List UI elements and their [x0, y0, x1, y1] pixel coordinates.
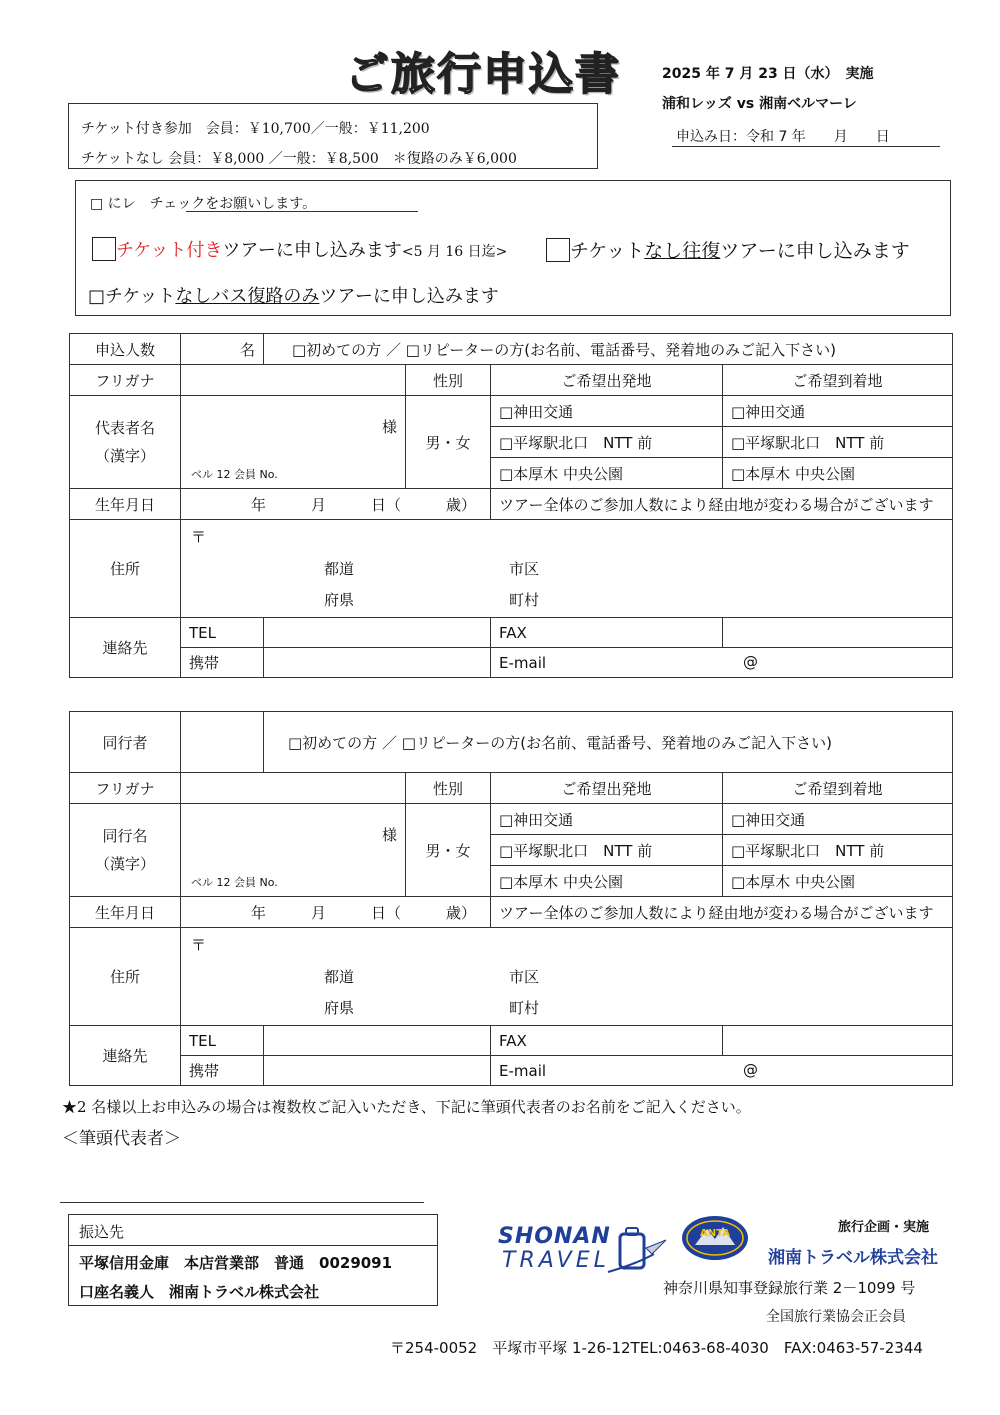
mobile-label: 携帯 [181, 648, 264, 678]
depart-header: ご希望出発地 [491, 365, 723, 396]
match-name: 浦和レッズ vs 湘南ベルマーレ [662, 96, 857, 112]
member-no-label: ベル 12 会員 No. [191, 468, 278, 481]
contact-label: 連絡先 [70, 618, 181, 678]
price-line-ticket: チケット付き参加 会員：￥10,700／一般：￥11,200 [81, 121, 430, 137]
tel-input[interactable] [264, 618, 491, 648]
option-return-only[interactable] [88, 282, 499, 308]
companion-depart-option-honatsugi[interactable]: □本厚木 中央公園 [491, 866, 723, 897]
companion-email-input[interactable] [491, 1056, 953, 1086]
companion-depart-option-kanda[interactable]: □神田交通 [491, 804, 723, 835]
option-noticket-label-a: チケット [570, 240, 645, 262]
depart-option-honatsugi[interactable]: □本厚木 中央公園 [491, 458, 723, 489]
companion-count-field[interactable] [181, 712, 264, 773]
option-return-label-b: ツアーに申し込みます [319, 286, 499, 307]
companion-repeat-note[interactable]: □初めての方 ／ □リピーターの方(お名前、電話番号、発着地のみご記入下さい) [264, 712, 953, 773]
companion-mobile-label: 携帯 [181, 1056, 264, 1086]
companion-name-input[interactable] [181, 804, 406, 897]
companion-name-label-2: （漢字） [94, 855, 155, 873]
application-date[interactable]: 申込み日：令和 7 年 月 日 [676, 129, 890, 145]
email-at: @ [743, 653, 758, 671]
companion-birth-label: 生年月日 [70, 897, 181, 928]
companion-tel-label: TEL [181, 1026, 264, 1056]
companion-name-label-1: 同行名 [102, 827, 148, 845]
companion-arrive-option-honatsugi[interactable]: □本厚木 中央公園 [723, 866, 953, 897]
route-note: ツアー全体のご参加人数により経由地が変わる場合がございます [491, 489, 953, 520]
mobile-input[interactable] [264, 648, 491, 678]
bank-divider [69, 1245, 437, 1246]
multi-applicant-note: ★2 名様以上お申込みの場合は複数枚ご記入いただき、下記に筆頭代表者のお名前をご記入ください。 [62, 1098, 751, 1116]
company-license: 神奈川県知事登録旅行業 2－1099 号 [663, 1279, 916, 1297]
companion-birth-input[interactable]: 年 月 日（ 歳） [181, 897, 491, 928]
company-association: 全国旅行業協会正会員 [766, 1309, 906, 1325]
bank-transfer-box [68, 1214, 438, 1306]
option-noticket-checkbox[interactable] [546, 238, 570, 262]
companion-member-no-label: ベル 12 会員 No. [191, 876, 278, 889]
companion-address-input[interactable] [181, 928, 953, 1026]
depart-option-kanda[interactable]: □神田交通 [491, 396, 723, 427]
rep-name-label-1: 代表者名 [94, 419, 155, 437]
fax-input[interactable] [723, 618, 953, 648]
depart-option-hiratsuka[interactable]: □平塚駅北口 NTT 前 [491, 427, 723, 458]
companion-table [69, 711, 953, 1086]
address-input[interactable] [181, 520, 953, 618]
companion-sama-label: 様 [381, 826, 397, 844]
arrive-header: ご希望到着地 [723, 365, 953, 396]
companion-name-label [70, 804, 181, 897]
companion-fax-label-text: FAX [499, 1031, 527, 1050]
companion-arrive-option-hiratsuka[interactable]: □平塚駅北口 NTT 前 [723, 835, 953, 866]
application-date-underline [672, 146, 940, 147]
arrive-option-kanda[interactable]: □神田交通 [723, 396, 953, 427]
bank-title: 振込先 [79, 1223, 125, 1241]
fax-label-text: FAX [499, 623, 527, 642]
option-return-label-underlined: なしバス復路のみ [175, 286, 320, 307]
companion-email-at: @ [743, 1061, 758, 1079]
check-instruction: □ にレ チェックをお願いします。 [90, 196, 317, 212]
companion-arrive-header: ご希望到着地 [723, 773, 953, 804]
companion-contact-label: 連絡先 [70, 1026, 181, 1086]
option-ticket-label: ツアーに申し込みます [222, 240, 402, 261]
tour-choice-box [75, 180, 951, 316]
furigana-input[interactable] [181, 365, 406, 396]
companion-furigana-input[interactable] [181, 773, 406, 804]
option-return-label-a: □チケット [88, 286, 176, 307]
postal-mark: 〒 [191, 528, 207, 546]
companion-city-label-2: 町村 [509, 999, 540, 1017]
rep-name-label [70, 396, 181, 489]
option-ticket-label-red: チケット付き [116, 240, 223, 261]
companion-gender-select[interactable]: 男・女 [406, 804, 491, 897]
birth-input[interactable]: 年 月 日（ 歳） [181, 489, 491, 520]
companion-email-label: E-mail [499, 1062, 547, 1080]
companion-label: 同行者 [70, 712, 181, 773]
gender-label: 性別 [406, 365, 491, 396]
companion-tel-input[interactable] [264, 1026, 491, 1056]
fax-label [491, 618, 723, 648]
option-ticket-checkbox[interactable] [92, 237, 116, 261]
company-name: 湘南トラベル株式会社 [768, 1248, 938, 1268]
companion-furigana-label: フリガナ [70, 773, 181, 804]
suitcase-plane-icon [606, 1224, 668, 1276]
companion-fax-label [491, 1026, 723, 1056]
sama-label: 様 [381, 418, 397, 436]
rep-name-input[interactable] [181, 396, 406, 489]
gender-select[interactable]: 男・女 [406, 396, 491, 489]
logo-text-travel: TRAVEL [502, 1248, 610, 1273]
applicant-repeat-note[interactable]: □初めての方 ／ □リピーターの方(お名前、電話番号、発着地のみご記入下さい) [264, 334, 953, 365]
logo-text-shonan: SHONAN [498, 1224, 611, 1249]
companion-depart-option-hiratsuka[interactable]: □平塚駅北口 NTT 前 [491, 835, 723, 866]
city-label-2: 町村 [509, 591, 540, 609]
companion-pref-label-2: 府県 [324, 999, 355, 1017]
companion-arrive-option-kanda[interactable]: □神田交通 [723, 804, 953, 835]
planner-label: 旅行企画・実施 [838, 1220, 930, 1235]
price-line-noticket: チケットなし 会員：￥8,000 ／一般：￥8,500 ＊復路のみ￥6,000 [81, 151, 517, 167]
instruction-underline [186, 211, 418, 212]
rep-name-label-2: （漢字） [94, 447, 155, 465]
lead-representative-label: ＜筆頭代表者＞ [62, 1129, 181, 1149]
anta-badge-text: ANTA [700, 1228, 730, 1239]
applicant-table [69, 333, 953, 678]
representative-signature-line[interactable] [60, 1202, 424, 1203]
address-label: 住所 [70, 520, 181, 618]
tel-label: TEL [181, 618, 264, 648]
companion-mobile-input[interactable] [264, 1056, 491, 1086]
companion-city-label-1: 市区 [509, 968, 540, 986]
city-label-1: 市区 [509, 560, 540, 578]
price-box [68, 103, 598, 169]
pref-label-2: 府県 [324, 591, 355, 609]
companion-fax-input[interactable] [723, 1026, 953, 1056]
shonan-travel-logo [498, 1224, 668, 1280]
anta-badge-icon [681, 1215, 749, 1261]
bank-account: 平塚信用金庫 本店営業部 普通 0029091 [79, 1254, 393, 1272]
option-ticket-tour[interactable] [92, 236, 507, 262]
applicant-count-label: 申込人数 [70, 334, 181, 365]
bank-holder: 口座名義人 湘南トラベル株式会社 [79, 1283, 320, 1301]
option-ticket-deadline: <5 月 16 日迄> [401, 244, 508, 260]
companion-address-label: 住所 [70, 928, 181, 1026]
page-title: ご旅行申込書 [345, 49, 621, 100]
option-noticket-roundtrip[interactable] [546, 236, 910, 263]
companion-postal-mark: 〒 [191, 936, 207, 954]
arrive-option-honatsugi[interactable]: □本厚木 中央公園 [723, 458, 953, 489]
pref-label-1: 都道 [324, 560, 355, 578]
option-noticket-label-b: ツアーに申し込みます [720, 240, 910, 262]
tour-date: 2025 年 7 月 23 日（水） 実施 [662, 66, 874, 82]
birth-label: 生年月日 [70, 489, 181, 520]
furigana-label: フリガナ [70, 365, 181, 396]
arrive-option-hiratsuka[interactable]: □平塚駅北口 NTT 前 [723, 427, 953, 458]
companion-route-note: ツアー全体のご参加人数により経由地が変わる場合がございます [491, 897, 953, 928]
applicant-count-field[interactable]: 名 [181, 334, 264, 365]
companion-gender-label: 性別 [406, 773, 491, 804]
email-label: E-mail [499, 654, 547, 672]
companion-depart-header: ご希望出発地 [491, 773, 723, 804]
email-input[interactable] [491, 648, 953, 678]
option-noticket-label-underlined: なし往復 [644, 240, 721, 262]
company-address: 〒254-0052 平塚市平塚 1-26-12TEL:0463-68-4030 FAX:0463-57-2344 [390, 1339, 923, 1357]
companion-pref-label-1: 都道 [324, 968, 355, 986]
